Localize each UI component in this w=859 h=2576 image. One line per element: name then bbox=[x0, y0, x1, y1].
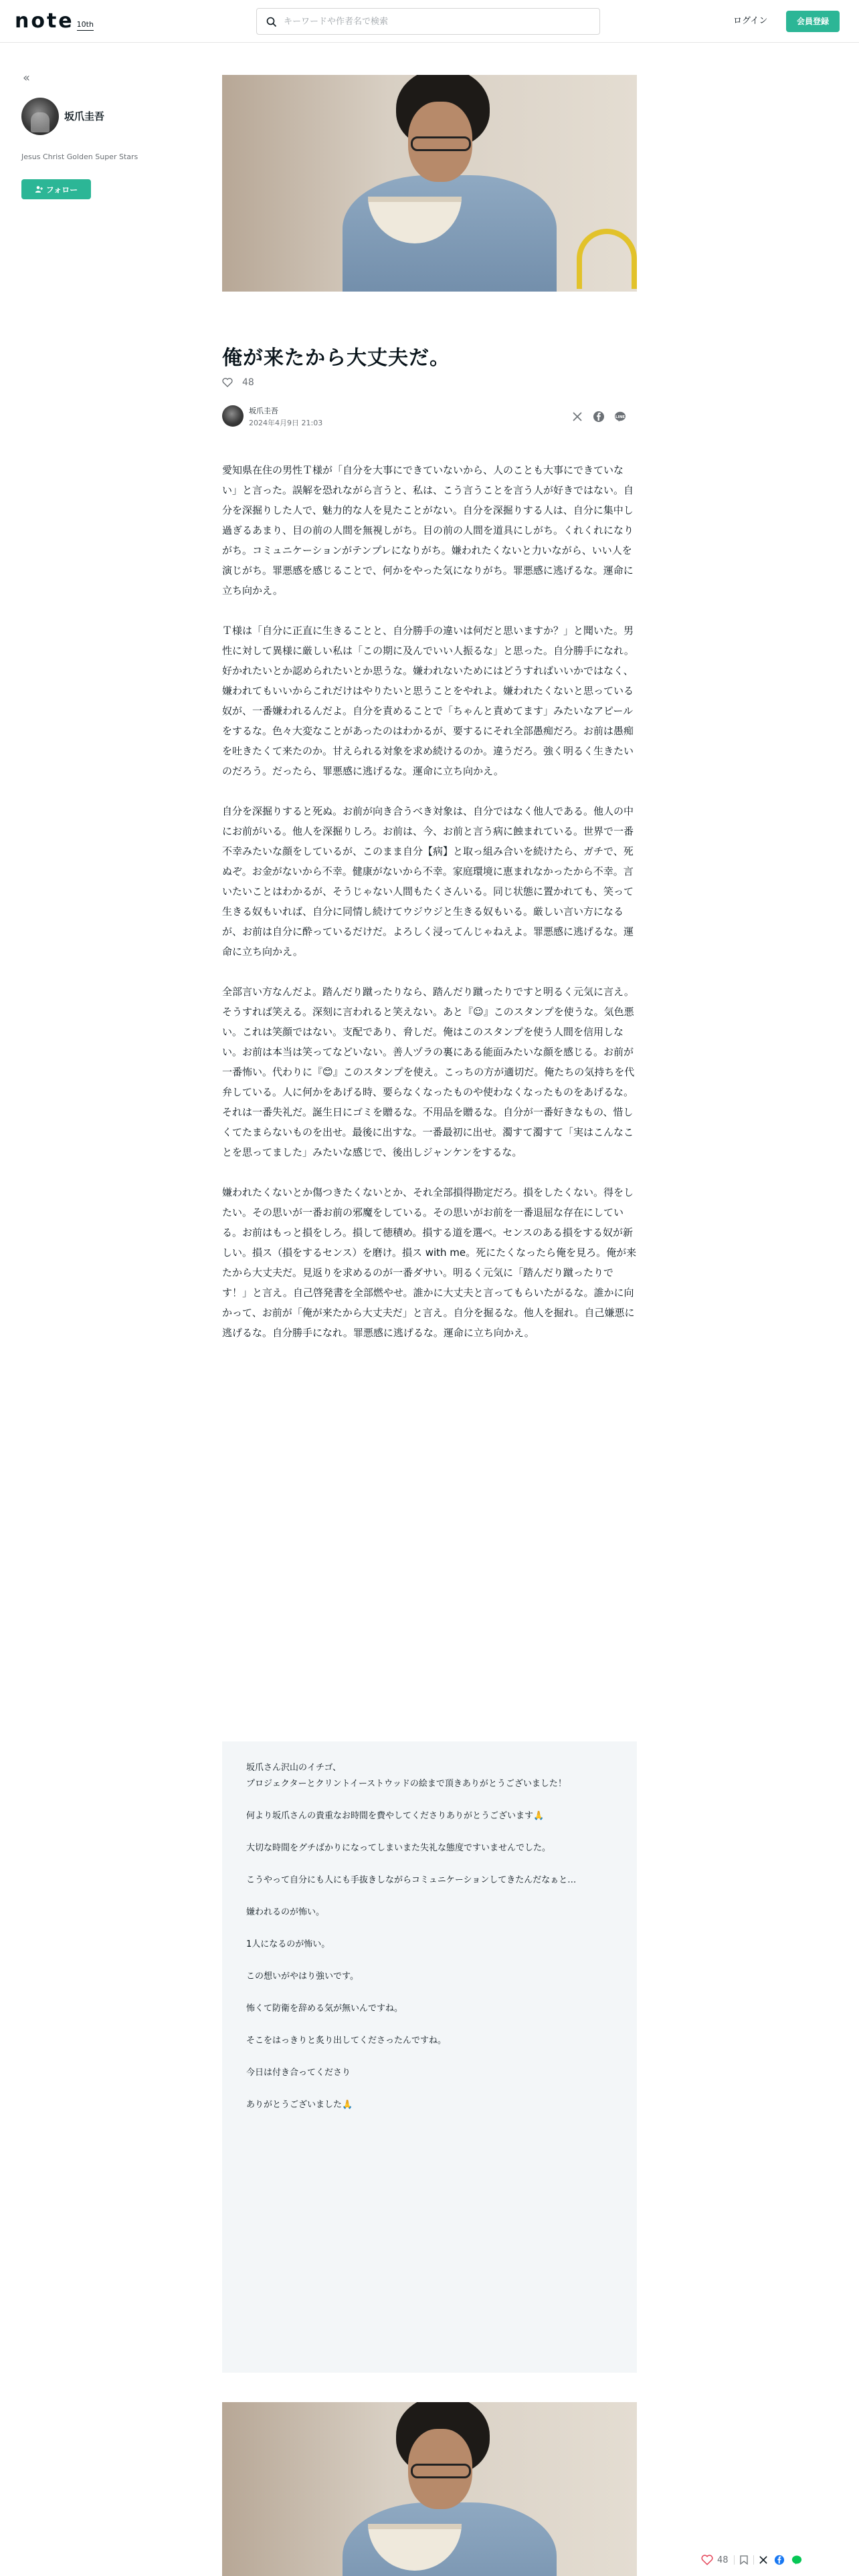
follow-label: フォロー bbox=[45, 185, 78, 195]
site-header bbox=[0, 0, 859, 43]
bookmark-icon[interactable] bbox=[740, 2555, 748, 2565]
heart-icon[interactable] bbox=[701, 2555, 713, 2565]
article-image-2 bbox=[222, 2402, 637, 2576]
author-avatar[interactable] bbox=[21, 98, 59, 135]
logo-text: note bbox=[15, 9, 74, 33]
quote-line: 大切な時間をグチばかりになってしまいまた失礼な態度ですいませんでした。 bbox=[246, 1843, 551, 1853]
like-row bbox=[222, 377, 254, 388]
quote-line: ありがとうございました🙏 bbox=[246, 2100, 353, 2110]
facebook-share-icon[interactable] bbox=[591, 409, 606, 424]
signup-button[interactable]: 会員登録 bbox=[786, 11, 840, 32]
follow-button[interactable] bbox=[21, 179, 91, 199]
paragraph: 愛知県在住の男性Ｔ様が「自分を大事にできていないから、人のことも大事にできていない」と言った。誤解を恐れながら言うと、私は、こう言うことを言う人が好きではない。自分を深掘りした人で、魅力的な人を見たことがない。自分を深掘りする人は、自分に集中し過ぎるあまり、目の前の人間を無視しがち。目の前の人間を道具にしがち。くれくれになりがち。コミュニケーションがテンプレになりがち。嫌われたくないと力いながら、いい人を演じがち。罪悪感を感じることで、何かをやった気になりがち。罪悪感に逃げるな。運命に立ち向かえ。 bbox=[222, 464, 634, 597]
quote-line: 怖くて防衛を辞める気が無いんですね。 bbox=[246, 2004, 403, 2014]
quoted-message bbox=[222, 1741, 637, 2373]
note-logo[interactable] bbox=[15, 9, 94, 33]
quote-line: こうやって自分にも人にも手抜きしながらコミュニケーションしてきたんだなぁと… bbox=[246, 1875, 577, 1885]
quote-line: 嫌われるのが怖い。 bbox=[246, 1907, 325, 1917]
article-hero-image bbox=[222, 75, 637, 292]
x-share-icon[interactable] bbox=[570, 409, 585, 424]
x-share-icon[interactable] bbox=[759, 2556, 767, 2564]
quote-line: そこをはっきりと炙り出してくださったんですね。 bbox=[246, 2036, 447, 2046]
author-bio: Jesus Christ Golden Super Stars bbox=[21, 152, 138, 161]
article-body bbox=[222, 460, 637, 1363]
paragraph: 自分を深掘りすると死ぬ。お前が向き合うべき対象は、自分ではなく他人である。他人の中にお前がいる。他人を深掘りしろ。お前は、今、お前と言う病に蝕まれている。世界で一番不幸みたいな顔をしているが、このまま自分【病】と取っ組み合いを続けたら、ガチで、死ぬぞ。お金がないから不幸。健康がないから不幸。家庭環境に恵まれなかったから不幸。言いたいことはわかるが、そうじゃない人間もたくさんいる。同じ状態に置かれても、笑って生きる奴もいれば、自分に同情し続けてウジウジと生きる奴もいる。厳しい言い方になるが、お前は自分に酔っているだけだ。よろしく浸ってんじゃねえよ。罪悪感に逃げるな。運命に立ち向かえ。 bbox=[222, 805, 634, 958]
quote-line: この想いがやはり強いです。 bbox=[246, 1971, 359, 1981]
meta-author-name[interactable]: 坂爪圭吾 bbox=[249, 407, 278, 415]
add-person-icon bbox=[35, 185, 43, 193]
publish-date: 2024年4月9日 21:03 bbox=[249, 419, 323, 427]
search-input[interactable] bbox=[284, 9, 591, 34]
article-title: 俺が来たから大丈夫だ。 bbox=[222, 346, 450, 370]
line-share-icon[interactable] bbox=[613, 409, 628, 424]
quote-line: 坂爪さん沢山のイチゴ、 プロジェクターとクリントイーストウッドの絵まで頂きありがとうございました！ bbox=[246, 1763, 567, 1789]
login-link[interactable]: ログイン bbox=[733, 16, 768, 26]
search-box[interactable] bbox=[256, 8, 600, 35]
paragraph: 全部言い方なんだよ。踏んだり蹴ったりなら、踏んだり蹴ったりですと明るく元気に言え。そうすれば笑える。深刻に言われると笑えない。あと『☺』このスタンプを使うな。気色悪い。これは笑顔ではない。支配であり、脅しだ。俺はこのスタンプを使う人間を信用しない。お前は本当は笑ってなどいない。善人ヅラの裏にある能面みたいな顔を感じる。お前が一番怖い。代わりに『😊』このスタンプを使え。こっちの方が適切だ。俺たちの気持ちを代弁している。人に何かをあげる時、要らなくなったものや使わなくなったものをあげるな。それは一番失礼だ。誕生日にゴミを贈るな。不用品を贈るな。自分が一番好きなもの、惜しくてたまらないものを出せ。最後に出すな。一番最初に出せ。濁すて濁すて「実はこんなことを思ってました」みたいな感じで、後出しジャンケンをするな。 bbox=[222, 986, 635, 1158]
collapse-sidebar-icon[interactable]: « bbox=[23, 71, 31, 85]
float-like-count[interactable]: 48 bbox=[717, 2555, 729, 2565]
heart-icon[interactable] bbox=[222, 378, 233, 387]
line-share-icon[interactable] bbox=[791, 2555, 802, 2565]
search-icon bbox=[266, 17, 277, 27]
facebook-share-icon[interactable] bbox=[774, 2555, 785, 2565]
author-name[interactable]: 坂爪圭吾 bbox=[64, 110, 105, 122]
svg-text:LINE: LINE bbox=[615, 415, 626, 419]
meta-avatar[interactable] bbox=[222, 405, 244, 427]
paragraph: Ｔ様は「自分に正直に生きることと、自分勝手の違いは何だと思いますか？」と聞いた。男性に対して異様に厳しい私は「この期に及んでいい人振るな」と思った。自分勝手になれ。好かれたいとか認められたいとか思うな。嫌われないためにはどうすればいいかではなく、嫌われてもいいからこれだけはやりたいと思うことをやれよ。嫌われたくないと思っている奴が、一番嫌われるんだよ。自分を責めることで「ちゃんと責めてます」みたいなアピールをするな。色々大変なことがあったのはわかるが、要するにそれ全部愚痴だろ。お前は愚痴を吐きたくて来たのか。甘えられる対象を求め続けるのか。違うだろ。強く明るく生きたいのだろう。だったら、罪悪感に逃げるな。運命に立ち向かえ。 bbox=[222, 625, 634, 777]
floating-action-bar bbox=[701, 2549, 859, 2571]
quote-line: 今日は付き合ってくださり bbox=[246, 2068, 351, 2078]
like-count[interactable]: 48 bbox=[242, 377, 254, 388]
quote-line: 何より坂爪さんの貴重なお時間を費やしてくださりありがとうございます🙏 bbox=[246, 1811, 545, 1821]
anniversary-badge: 10th bbox=[77, 20, 94, 31]
quote-line: 1人になるのが怖い。 bbox=[246, 1939, 330, 1949]
paragraph: 嫌われたくないとか傷つきたくないとか、それ全部損得勘定だろ。損をしたくない。得をしたい。その思いが一番お前の邪魔をしている。その思いがお前を一番退屈な存在にしている。お前はもっと損をしろ。損して徳積め。損する道を選べ。センスのある損をする奴が新しい。損ス（損をするセンス）を磨け。損ス with me。死にたくなったら俺を見ろ。俺が来たから大丈夫だ。見返りを求めるのが一番ダサい。明るく元気に「踏んだり蹴ったりです！」と言え。自己啓発書を全部燃やせ。誰かに大丈夫と言ってもらいたがるな。誰かに向かって、お前が「俺が来たから大丈夫だ」と言え。自分を掘るな。他人を掘れ。自己嫌悪に逃げるな。自分勝手になれ。罪悪感に逃げるな。運命に立ち向かえ。 bbox=[222, 1186, 637, 1339]
